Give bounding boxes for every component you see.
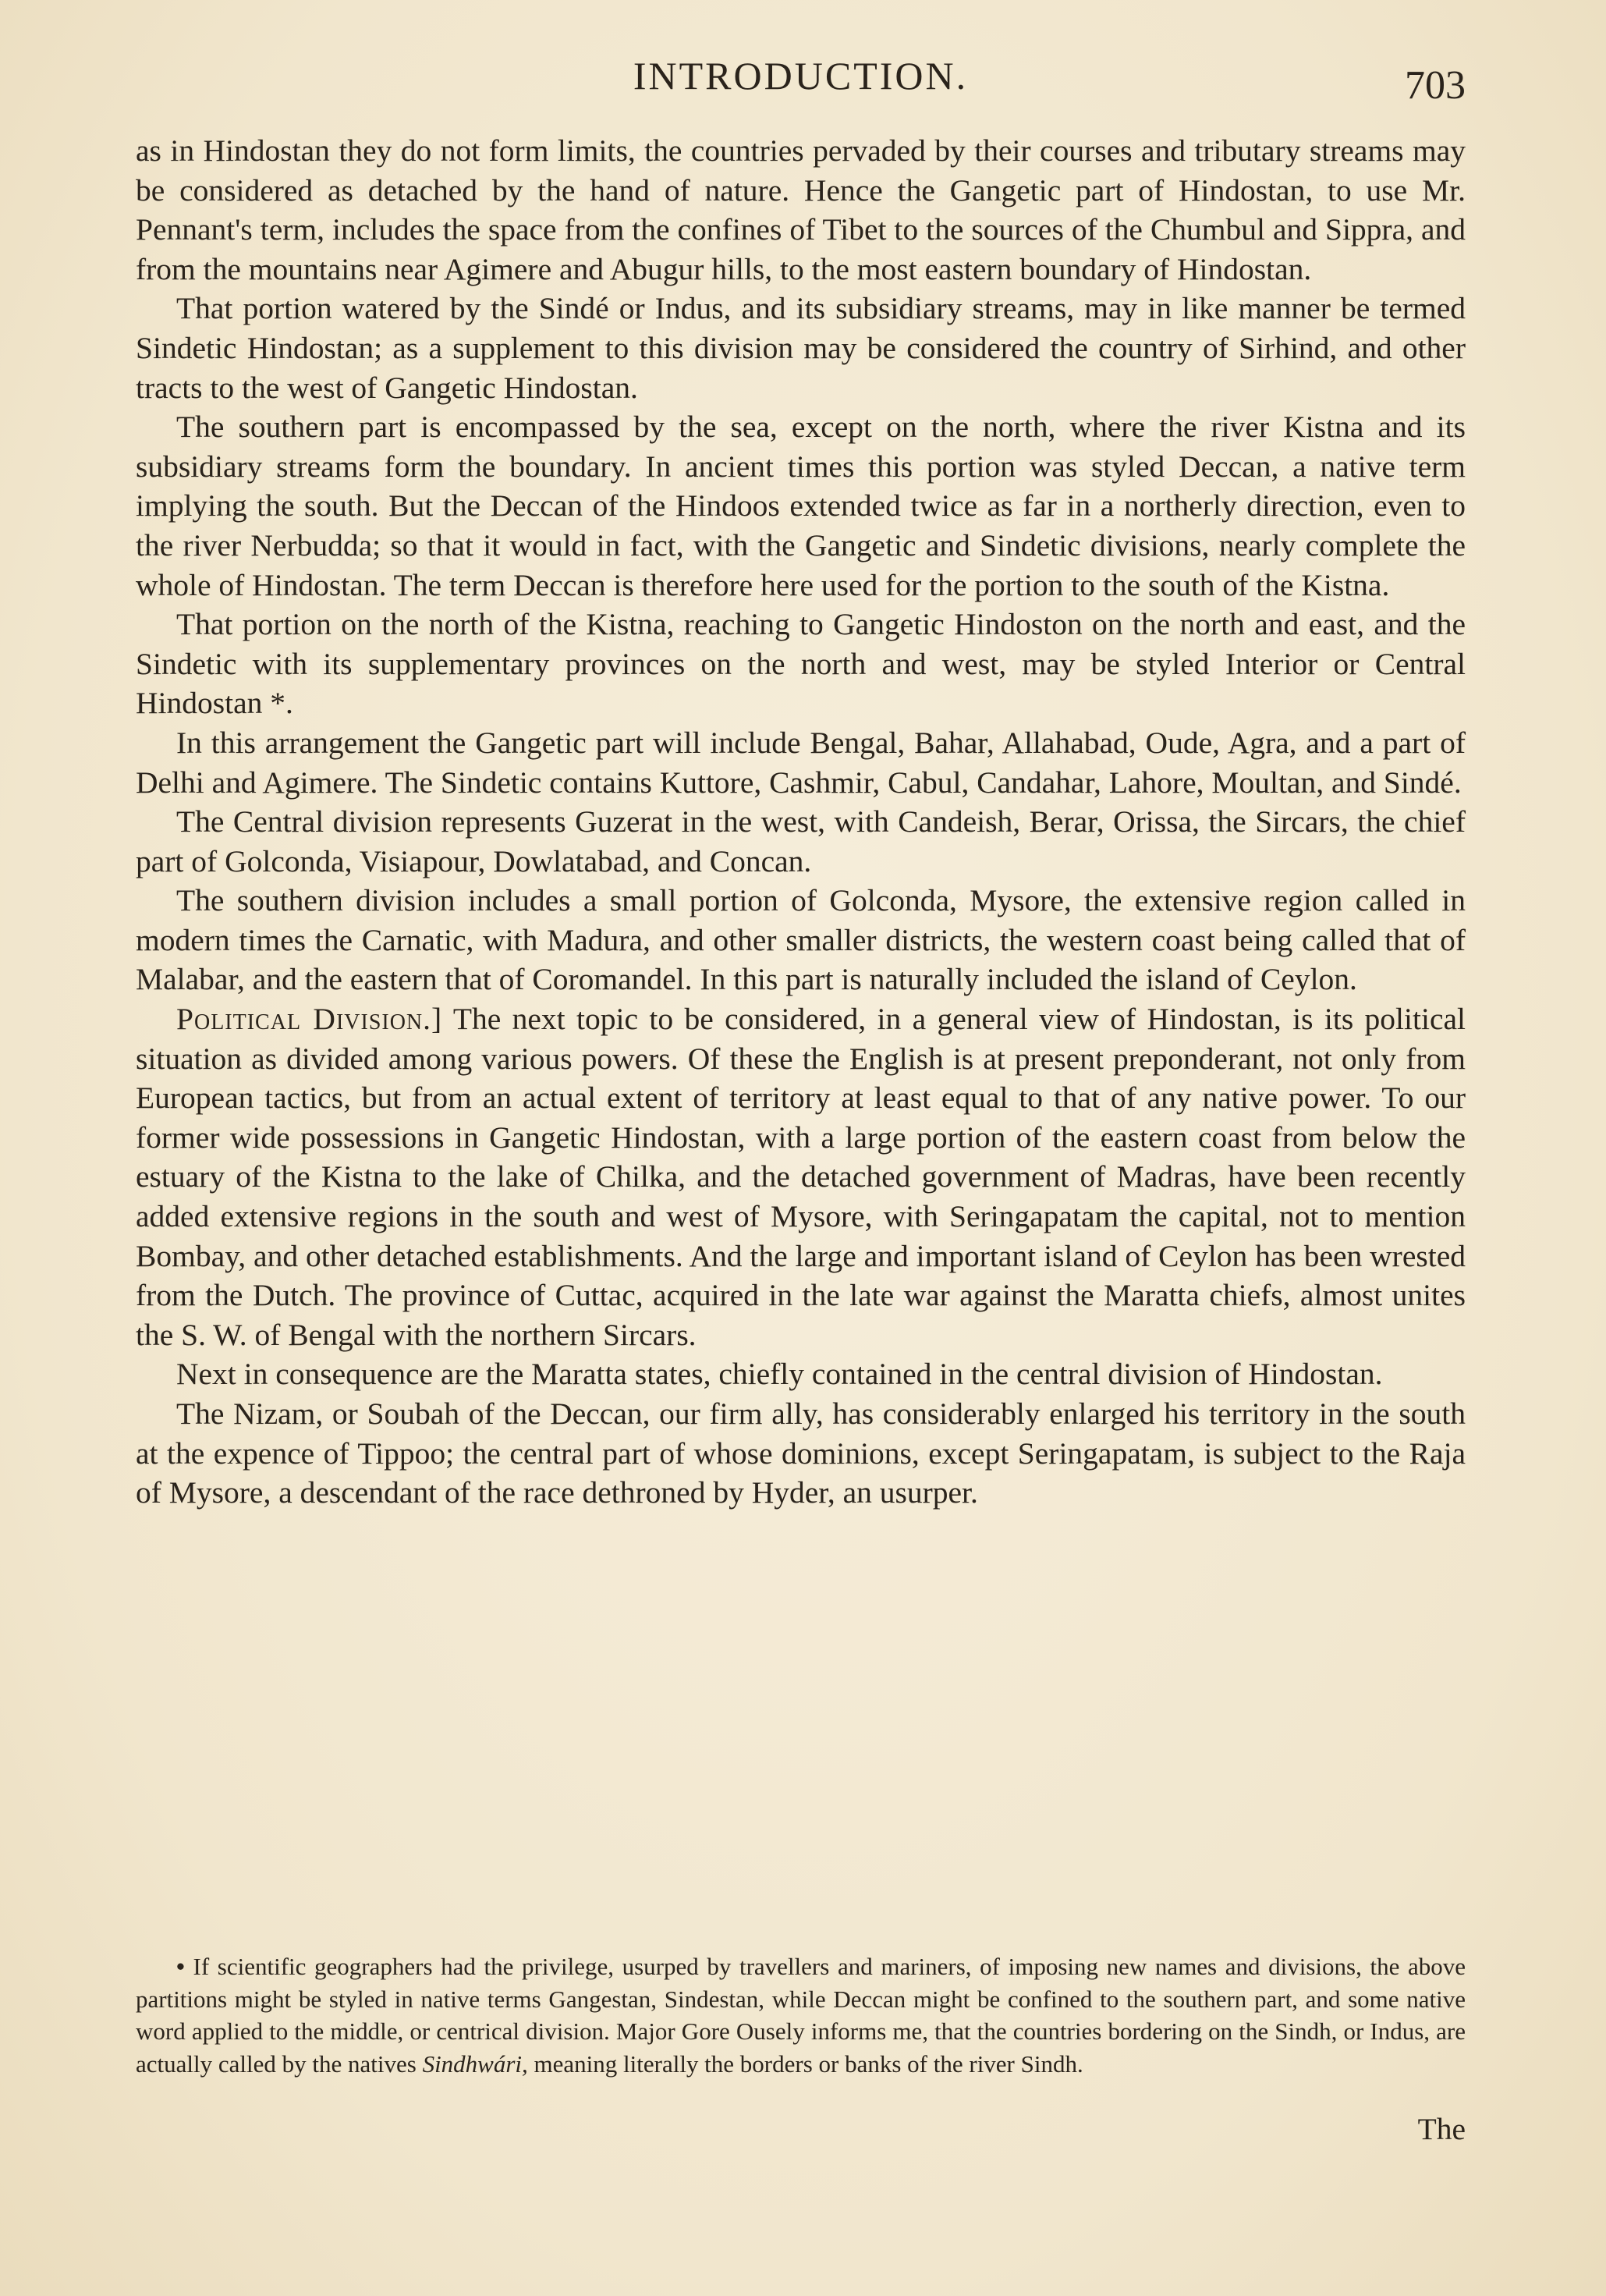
paragraph-nizam: The Nizam, or Soubah of the Deccan, our firm ally, has considerably enlarged his territory in the south at the expence of Tippoo; the central part of whose dominions, except Seringapatam, is subject to the Raja of Mysore, a descendant of the race dethroned by Hyder, an usurper. xyxy=(136,1396,1466,1510)
footnote-marker: • xyxy=(176,1953,185,1980)
page-number: 703 xyxy=(1405,63,1466,108)
footnote-text-before: If scientific geographers had the privilege, usurped by travellers and mariners, of imposing new names and divisions, the above partitions might be styled in native terms Gangestan, Sindestan, while Deccan might be confined to the southern part, and some native word applied to the middle, or centrical division. Major Gore Ousely informs me, that the countries bordering on the Sindh, or Indus, are actually called by the natives xyxy=(136,1953,1466,2078)
section-text: The next topic to be considered, in a general view of Hindostan, is its political situation as divided among various powers. Of these the English is at present preponderant, not only from European tactics, but from an actual extent of territory at least equal to that of any native power. To our former wide possessions in Gangetic Hindostan, with a large portion of the eastern coast from below the estuary of the Kistna to the lake of Chilka, and the detached government of Madras, have been recently added extensive regions in the south and west of Mysore, with Seringapatam the capital, not to mention Bombay, and other detached establishments. And the large and important island of Ceylon has been wrested from the Dutch. The province of Cuttac, acquired in the late war against the Maratta chiefs, almost unites the S. W. of Bengal with the northern Sircars. xyxy=(136,1002,1466,1352)
paragraph-gangetic-arrangement: In this arrangement the Gangetic part will include Bengal, Bahar, Allahabad, Oude, Agra, and a part of Delhi and Agimere. The Sindetic contains Kuttore, Cashmir, Cabul, Candahar, Lahore, Moultan, and Sindé. xyxy=(136,725,1466,800)
section-lead: Political Division.] xyxy=(176,1002,443,1037)
body-text xyxy=(136,131,1466,1513)
paragraph-maratta-states: Next in consequence are the Maratta states, chiefly contained in the central division of Hindostan. xyxy=(176,1357,1383,1392)
footnote-text-after: meaning literally the borders or banks of the river Sindh. xyxy=(527,2049,1083,2078)
catchword: The xyxy=(1417,2112,1466,2146)
paragraph-southern-division: The southern division includes a small portion of Golconda, Mysore, the extensive region called in modern times the Carnatic, with Madura, and other smaller districts, the western coast being called that of Malabar, and the eastern that of Coromandel. In this part is naturally included the island of Ceylon. xyxy=(136,883,1466,997)
paragraph-southern-part: The southern part is encompassed by the sea, except on the north, where the river Kistna and its subsidiary streams form the boundary. In ancient times this portion was styled Deccan, a native term implying the south. But the Deccan of the Hindoos extended twice as far in a northerly direction, even to the river Nerbudda; so that it would in fact, with the Gangetic and Sindetic divisions, nearly complete the whole of Hindostan. The term Deccan is therefore here used for the portion to the south of the Kistna. xyxy=(136,410,1466,602)
running-head: INTRODUCTION. xyxy=(633,54,969,98)
paragraph-political-division xyxy=(136,999,1466,1354)
paragraph-central-hindostan: That portion on the north of the Kistna, reaching to Gangetic Hindoston on the north and east, and the Sindetic with its supplementary provinces on the north and west, may be styled Interior or Central Hindostan *. xyxy=(136,607,1466,721)
page-header xyxy=(136,47,1466,108)
paragraph-continuation: as in Hindostan they do not form limits, the countries pervaded by their courses and tributary streams may be considered as detached by the hand of nature. Hence the Gangetic part of Hindostan, to use Mr. Pennant's term, includes the space from the confines of Tibet to the sources of the Chumbul and Sippra, and from the mountains near Agimere and Abugur hills, to the most eastern boundary of Hindostan. xyxy=(136,133,1466,286)
footnote xyxy=(136,1950,1466,2080)
paragraph-sindetic: That portion watered by the Sindé or Indus, and its subsidiary streams, may in like manner be termed Sindetic Hindostan; as a supplement to this division may be considered the country of Sirhind, and other tracts to the west of Gangetic Hindostan. xyxy=(136,291,1466,405)
footnote-italic-term: Sindhwári, xyxy=(422,2049,528,2078)
paragraph-central-division: The Central division represents Guzerat in the west, with Candeish, Berar, Orissa, the Sircars, the chief part of Golconda, Visiapour, Dowlatabad, and Concan. xyxy=(136,804,1466,878)
